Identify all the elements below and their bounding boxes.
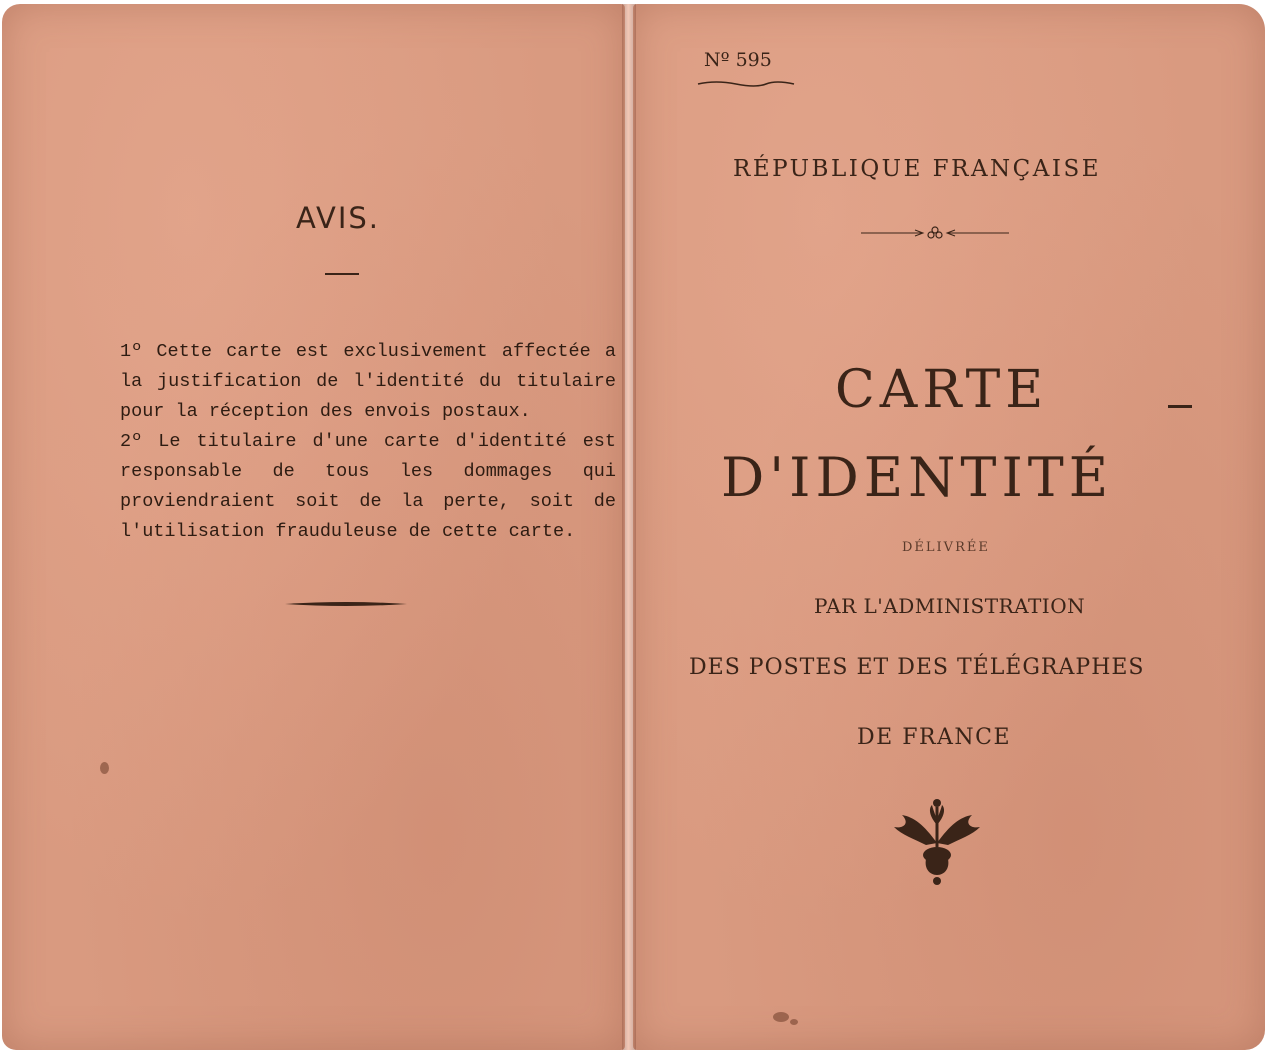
notice-paragraph-1: 1º Cette carte est exclusivement affectée a la justification de l'identité du titulaire pour la réception des envois postaux.	[120, 341, 616, 422]
number-underline-flourish	[696, 78, 796, 90]
card-fold	[622, 4, 636, 1050]
issuer-line-3: DE FRANCE	[857, 725, 1012, 750]
delivered-label: DÉLIVRÉE	[902, 540, 990, 555]
ink-stain	[790, 1019, 798, 1025]
card-title-line-1: CARTE	[835, 360, 1049, 420]
issuer-line-1: PAR L'ADMINISTRATION	[814, 594, 1086, 618]
fleuron-icon	[884, 795, 990, 887]
issuer-line-2: DES POSTES ET DES TÉLÉGRAPHES	[689, 655, 1145, 680]
margin-dash	[1168, 405, 1192, 408]
heading-rule	[325, 273, 359, 275]
ink-stain	[100, 762, 109, 774]
ornamental-divider-icon	[861, 225, 1009, 241]
country-heading: RÉPUBLIQUE FRANÇAISE	[733, 156, 1102, 182]
card-title-line-2: D'IDENTITÉ	[721, 446, 1114, 509]
ink-stain	[773, 1012, 789, 1022]
notice-paragraph-2: 2º Le titulaire d'une carte d'identité est responsable de tous les dommages qui proviendraient soit de la perte, soit de l'utilisation frauduleuse de cette carte.	[120, 431, 616, 542]
swelled-rule-divider	[285, 599, 407, 609]
avis-heading: AVIS.	[296, 201, 381, 235]
card-number: Nº 595	[704, 49, 772, 71]
